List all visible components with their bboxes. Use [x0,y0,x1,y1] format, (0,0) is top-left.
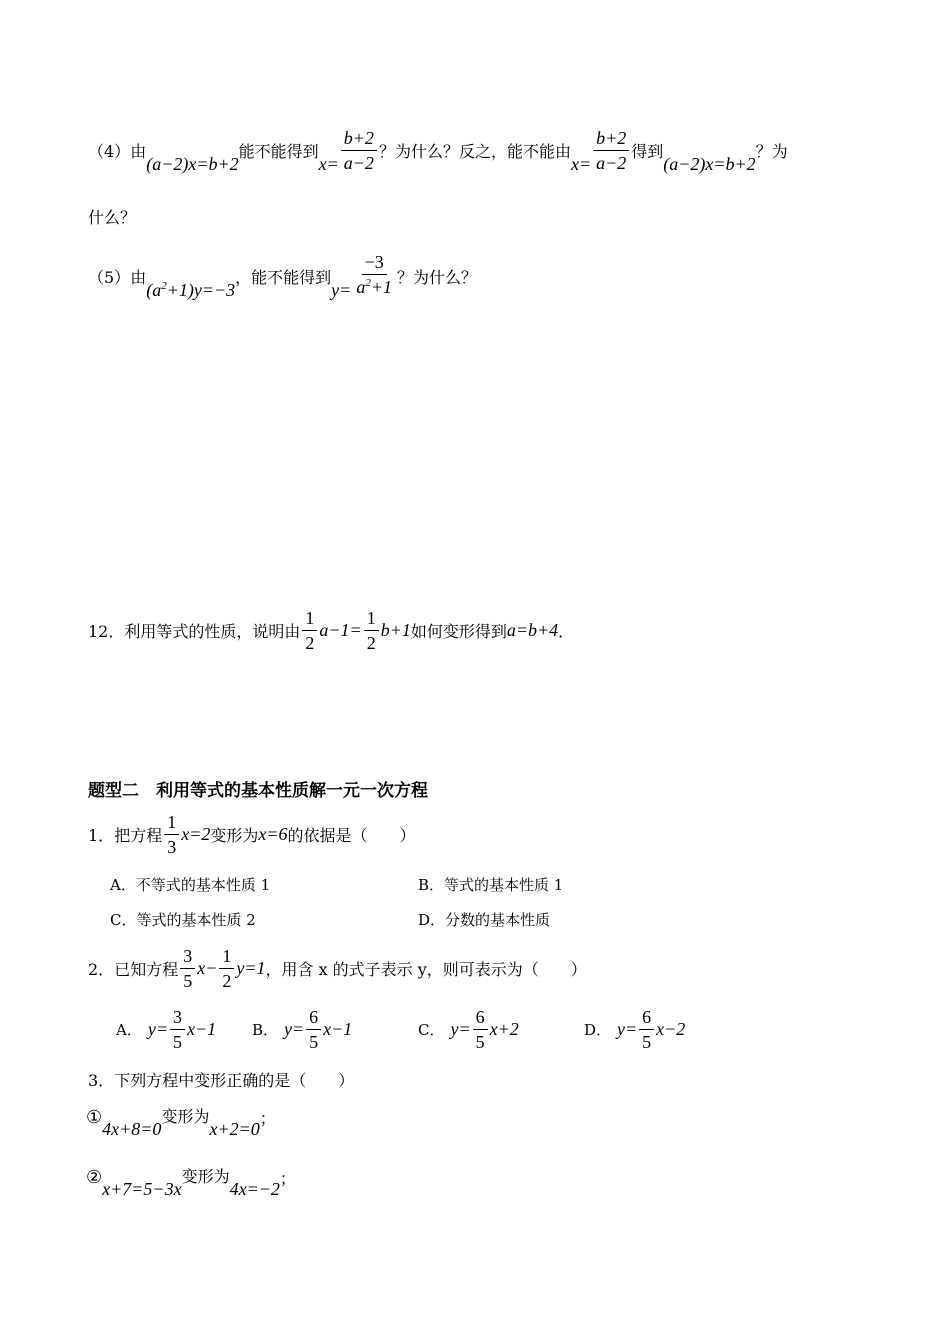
p1-option-d: D．分数的基本性质 [418,911,551,929]
q4-equation: (a−2)x=b+2 [146,154,239,174]
question-12: 12． 利用等式的性质，说明由 $\frac{1}{2}$ a−1= $\frac{1}{2}$ b+1 如何变形得到 a=b+4 ． [88,608,575,653]
question-4: （4） 由 (a−2)x=b+2 能不能得到 x= $\frac{b+2}{a-2}$ ？为什么？反之，能不能由 x= $\frac{b+2}{a-2}$ 得到 (a−2)x=b+2 ？为 [88,128,788,174]
p1-option-a: A．不等式的基本性质 1 [110,876,271,894]
problem-1: 1． 把方程 $\frac{1}{3}$ x=2 变形为 x=6 的依据是（ ） [88,812,416,857]
p3-item-2: ② x+7=5−3x 变形为 4x=−2 ； [86,1167,296,1199]
problem-2: 2． 已知方程 $\frac{3}{5}$ x− $\frac{1}{2}$ y=1 ，用含 x 的式子表示 y，则可表示为（ ） [88,946,587,991]
p2-option-a: A． y= $\frac{3}{5}$ x−1 [116,1007,217,1052]
q12-number: 12． [88,622,125,641]
q4-continuation: 什么？ [88,208,137,227]
q4-fraction-2: $\frac{b+2}{a-2}$ [593,126,629,175]
q5-number: （5） [88,267,131,287]
q12-result: a=b+4 [506,620,559,640]
p2-option-d: D． y= $\frac{6}{5}$ x−2 [584,1007,686,1052]
q4-number: （4） [88,142,131,161]
section-heading: 题型二 利用等式的基本性质解一元一次方程 [88,781,428,801]
q5-equation: $(a^2+1)y=-3$ [146,279,236,300]
question-5: （5） 由 $(a^2+1)y=-3$ ， 能不能得到 y= $\frac{-3}{a^2+1}$ ？为什么？ [88,250,477,302]
problem-3: 3． 下列方程中变形正确的是（ ） [88,1071,355,1090]
p1-option-b: B．等式的基本性质 1 [418,876,564,894]
p3-item-1: ① 4x+8=0 变形为 x+2=0 ； [86,1107,276,1139]
q4-fraction: $\frac{b+2}{a-2}$ [341,126,377,175]
q5-fraction: $\frac{-3}{a^2+1}$ [356,252,392,297]
p2-option-b: B． y= $\frac{6}{5}$ x−1 [252,1007,353,1052]
p1-option-c: C．等式的基本性质 2 [110,911,256,929]
p2-option-c: C． y= $\frac{6}{5}$ x+2 [418,1007,519,1052]
